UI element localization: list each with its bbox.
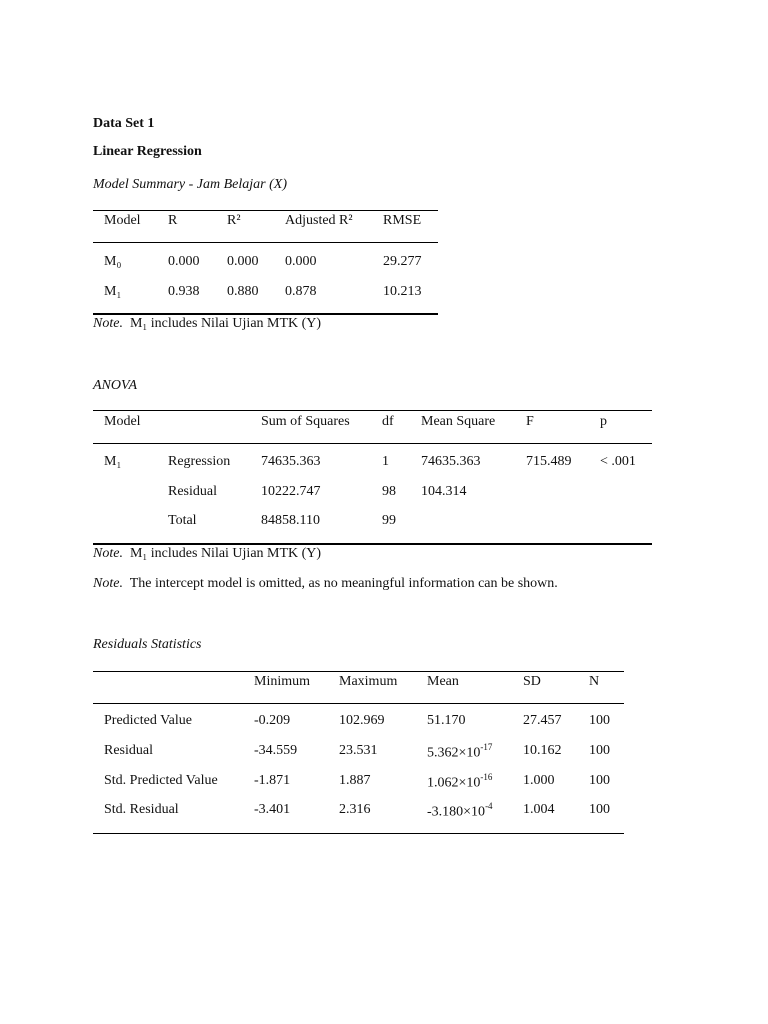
cell-rmse: 29.277 bbox=[383, 254, 422, 269]
cell-mean bbox=[427, 743, 492, 762]
cell-maximum: 2.316 bbox=[339, 802, 371, 817]
cell-mean-square: 104.314 bbox=[421, 484, 467, 499]
cell-rmse: 10.213 bbox=[383, 284, 422, 299]
col-header-mean-square: Mean Square bbox=[421, 414, 496, 429]
col-header-sd: SD bbox=[523, 674, 541, 689]
table-rule-header bbox=[93, 443, 652, 444]
cell-label: Predicted Value bbox=[104, 713, 192, 728]
note-text: The intercept model is omitted, as no meaningful information can be shown. bbox=[129, 576, 558, 591]
cell-sd: 1.004 bbox=[523, 802, 555, 817]
mean-base: 1.062×10 bbox=[427, 775, 481, 791]
note-label: Note. bbox=[93, 576, 123, 591]
cell-p: < .001 bbox=[600, 454, 636, 469]
cell-sum-of-squares: 84858.110 bbox=[261, 513, 320, 528]
cell-sd: 27.457 bbox=[523, 713, 562, 728]
note-text: M₁ includes Nilai Ujian MTK (Y) bbox=[129, 546, 322, 561]
mean-exponent: -17 bbox=[480, 742, 493, 752]
cell-mean bbox=[427, 802, 493, 821]
cell-model: M₁ bbox=[104, 454, 122, 469]
col-header-adjusted-r2: Adjusted R² bbox=[285, 213, 353, 228]
table-rule-bottom bbox=[93, 543, 652, 545]
cell-mean bbox=[427, 713, 466, 729]
table-rule-header bbox=[93, 703, 624, 704]
col-header-f: F bbox=[526, 414, 534, 429]
cell-sum-of-squares: 10222.747 bbox=[261, 484, 321, 499]
cell-r: 0.938 bbox=[168, 284, 200, 299]
col-header-r: R bbox=[168, 213, 178, 228]
cell-sd: 1.000 bbox=[523, 773, 555, 788]
cell-model: M₁ bbox=[104, 284, 122, 299]
cell-n: 100 bbox=[589, 743, 610, 758]
cell-minimum: -1.871 bbox=[254, 773, 291, 788]
col-header-r2: R² bbox=[227, 213, 241, 228]
mean-base: -3.180×10 bbox=[427, 804, 486, 820]
cell-sd: 10.162 bbox=[523, 743, 562, 758]
table-rule-header bbox=[93, 242, 438, 243]
table-rule-top bbox=[93, 671, 624, 672]
cell-adjusted-r2: 0.000 bbox=[285, 254, 317, 269]
cell-n: 100 bbox=[589, 713, 610, 728]
col-header-n: N bbox=[589, 674, 600, 689]
cell-n: 100 bbox=[589, 773, 610, 788]
table-rule-bottom bbox=[93, 833, 624, 834]
analysis-title: Linear Regression bbox=[93, 144, 202, 159]
cell-df: 98 bbox=[382, 484, 396, 499]
model-summary-caption: Model Summary - Jam Belajar (X) bbox=[93, 177, 288, 192]
cell-maximum: 102.969 bbox=[339, 713, 385, 728]
cell-f: 715.489 bbox=[526, 454, 572, 469]
table-rule-bottom bbox=[93, 313, 438, 315]
model-summary-note bbox=[93, 316, 321, 332]
cell-minimum: -3.401 bbox=[254, 802, 291, 817]
mean-base: 5.362×10 bbox=[427, 745, 481, 761]
cell-maximum: 1.887 bbox=[339, 773, 371, 788]
table-rule-top bbox=[93, 210, 438, 211]
anova-note-1 bbox=[93, 546, 321, 562]
col-header-df: df bbox=[382, 414, 394, 429]
cell-r2: 0.000 bbox=[227, 254, 259, 269]
cell-minimum: -0.209 bbox=[254, 713, 291, 728]
cell-label: Std. Predicted Value bbox=[104, 773, 218, 788]
cell-label: Residual bbox=[104, 743, 153, 758]
col-header-model: Model bbox=[104, 414, 141, 429]
col-header-rmse: RMSE bbox=[383, 213, 422, 228]
cell-r2: 0.880 bbox=[227, 284, 259, 299]
col-header-mean: Mean bbox=[427, 674, 459, 689]
cell-r: 0.000 bbox=[168, 254, 200, 269]
col-header-minimum: Minimum bbox=[254, 674, 311, 689]
cell-mean-square: 74635.363 bbox=[421, 454, 481, 469]
col-header-p: p bbox=[600, 414, 607, 429]
cell-mean bbox=[427, 773, 492, 792]
col-header-model: Model bbox=[104, 213, 141, 228]
note-label: Note. bbox=[93, 316, 123, 331]
cell-adjusted-r2: 0.878 bbox=[285, 284, 317, 299]
note-label: Note. bbox=[93, 546, 123, 561]
cell-source: Regression bbox=[168, 454, 231, 469]
cell-df: 99 bbox=[382, 513, 396, 528]
cell-sum-of-squares: 74635.363 bbox=[261, 454, 321, 469]
mean-base: 51.170 bbox=[427, 713, 466, 728]
note-text: M₁ includes Nilai Ujian MTK (Y) bbox=[129, 316, 322, 331]
residuals-caption: Residuals Statistics bbox=[93, 637, 202, 652]
mean-exponent: -4 bbox=[485, 801, 493, 811]
col-header-maximum: Maximum bbox=[339, 674, 398, 689]
cell-df: 1 bbox=[382, 454, 389, 469]
cell-minimum: -34.559 bbox=[254, 743, 298, 758]
cell-label: Std. Residual bbox=[104, 802, 179, 817]
cell-source: Residual bbox=[168, 484, 217, 499]
dataset-title: Data Set 1 bbox=[93, 116, 155, 131]
cell-model: M₀ bbox=[104, 254, 122, 269]
cell-maximum: 23.531 bbox=[339, 743, 378, 758]
table-rule-top bbox=[93, 410, 652, 411]
anova-caption: ANOVA bbox=[93, 378, 138, 393]
cell-source: Total bbox=[168, 513, 197, 528]
col-header-sum-of-squares: Sum of Squares bbox=[261, 414, 350, 429]
cell-n: 100 bbox=[589, 802, 610, 817]
mean-exponent: -16 bbox=[480, 772, 493, 782]
anova-note-2 bbox=[93, 576, 558, 592]
